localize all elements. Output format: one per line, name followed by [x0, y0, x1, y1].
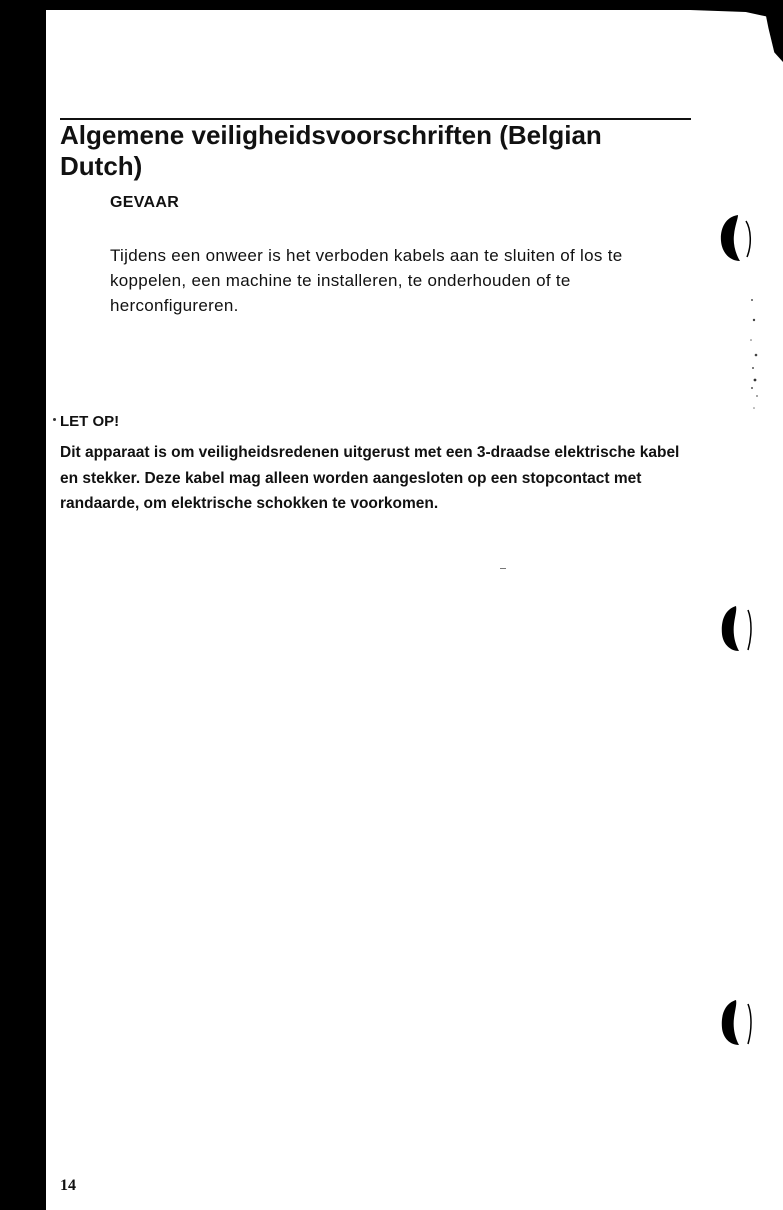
binder-hole-icon: [718, 604, 754, 654]
scan-speck: [500, 568, 506, 569]
caution-text: Dit apparaat is om veiligheidsredenen uitgerust met een 3-draadse elektrische kabel en stekker. Deze kabel mag alleen worden aangesloten op een stopcontact met randaarde, om elektrische schokken te voorkomen.: [60, 444, 680, 512]
scan-noise: [738, 280, 768, 440]
scan-corner-mark: [754, 14, 783, 62]
caution-heading: LET OP!: [60, 413, 120, 430]
scan-speck: [53, 418, 56, 421]
page-title: Algemene veiligheidsvoorschriften (Belgian Dutch): [60, 120, 602, 181]
page-number: 14: [60, 1177, 76, 1194]
danger-text: Tijdens een onweer is het verboden kabels aan te sluiten of los te koppelen, een machine te installeren, te onderhouden of te herconfigureren.: [110, 246, 623, 315]
danger-heading: GEVAAR: [110, 194, 180, 211]
scan-border-left: [0, 0, 46, 1210]
binder-hole-icon: [718, 213, 754, 263]
binder-hole-icon: [718, 998, 754, 1048]
scan-border-top: [0, 0, 783, 10]
